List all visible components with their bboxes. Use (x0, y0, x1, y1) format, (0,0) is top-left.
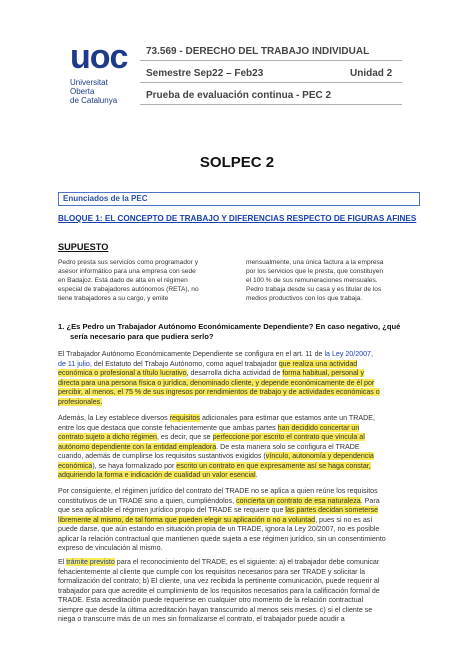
case-line: medios productivos con los que trabaja. (246, 295, 363, 302)
case-column-right (246, 258, 418, 303)
question-line: 1. ¿Es Pedro un Trabajador Autónomo Económicamente Dependiente? En caso negativo, ¿qué (58, 322, 401, 331)
text-line: autónomo dependiente con la entidad empleadora. De esta manera solo se configura el TRADE (58, 442, 360, 451)
course-title: 73.569 - DERECHO DEL TRABAJO INDIVIDUAL (146, 46, 370, 57)
logo-line: Oberta (70, 87, 95, 96)
header-divider (140, 82, 402, 83)
case-line: Pedro trabaja desde su casa y es titular de los (246, 286, 382, 293)
unit-label: Unidad 2 (350, 68, 393, 79)
text-line: El Trabajador Autónomo Económicamente Dependiente se configura en el art. 11 de la Ley 20/2007, (58, 350, 373, 358)
header-divider (140, 60, 402, 61)
law-link[interactable]: de 11 julio (58, 359, 90, 368)
document-title: SOLPEC 2 (199, 154, 275, 171)
text-line: contrato sujeto a dicho régimen, es decir, que se perfeccione por escrito el contrato que vincula al (58, 433, 365, 441)
supuesto-heading: SUPUESTO (58, 242, 109, 252)
text-line: fehacientemente al cliente que cumple con los requisitos necesarios para ser TRADE y solicitar la (58, 567, 366, 576)
text-line: siempre que desde la última acreditación hayan transcurrido al menos seis meses. c) si el cliente se (58, 605, 373, 614)
text-line: El trámite previsto para el reconocimiento del TRADE, es el siguiente: a) el trabajador debe comunicar (58, 558, 380, 566)
text-line: de 11 julio, del Estatuto del Trabajo Autónomo, como aquel trabajador que realiza una actividad (58, 359, 358, 368)
law-link[interactable]: Ley 20/2007 (331, 350, 372, 358)
text-line: trabajador para que acredite el cumplimiento de los requisitos necesarios para la calificación formal de (58, 586, 380, 595)
header-divider (140, 104, 402, 105)
semester-label: Semestre Sep22 – Feb23 (146, 68, 264, 79)
uoc-logo: uoc (70, 38, 128, 76)
text-line: puede darse, que aún estando en situación propia de un TRADE, ignora la Ley 20/2007, no es posible (58, 525, 380, 533)
uoc-logo-text (70, 78, 117, 105)
question-1 (58, 322, 418, 342)
case-line: Pedro presta sus servicios como programador y (58, 259, 198, 266)
logo-line: Universitat (70, 78, 108, 87)
case-line: el 100 % de sus remuneraciones mensuales. (246, 277, 378, 284)
bloque-heading[interactable]: BLOQUE 1: EL CONCEPTO DE TRABAJO Y DIFERENCIAS RESPECTO DE FIGURAS AFINES (58, 214, 417, 223)
test-label: Prueba de evaluación continua - PEC 2 (146, 90, 332, 101)
text-line: aplicar la relación contractual que mantienen quede sujeta a ese régimen jurídico, sin un consentimiento (58, 534, 386, 543)
text-line: expreso de vinculación al mismo. (58, 544, 163, 552)
text-line: percibir, al menos, el 75 % de sus ingresos por rendimientos de trabajo y de actividades económicas o (58, 388, 380, 396)
text-line: TRADE. Esta acreditación puede requerirse en cualquier otro momento de la relación contractual (58, 596, 364, 604)
case-line: especial de trabajadores autónomos (RETA), no (58, 286, 199, 293)
case-line: asesor informático para una empresa con sede (58, 268, 196, 275)
case-line: mensualmente, una única factura a la empresa (246, 259, 384, 266)
text-line: económica), se haya formalizado por escrito un contrato en que expresamente así se haga constar, (58, 461, 371, 470)
paragraph-4 (58, 558, 418, 625)
text-line: niega o transcurre más de un mes sin formalizarse el contrato, el trabajador puede acudir a (58, 615, 345, 623)
case-line: por los servicios que le presta, que constituyen (246, 268, 384, 275)
text-line: formalización del contrato; b) El cliente, una vez recibida la pertinente comunicación, puede requerir al (58, 577, 380, 585)
case-line: tiene trabajadores a su cargo, y emite (58, 295, 169, 302)
case-column-left (58, 258, 233, 303)
tramite-link[interactable]: trámite previsto (66, 558, 115, 566)
paragraph-1 (58, 350, 418, 407)
text-line: profesionales. (58, 397, 103, 406)
question-line: sería necesario para que pudiera serlo? (70, 332, 214, 341)
logo-line: de Catalunya (70, 96, 118, 105)
section-box-label: Enunciados de la PEC (63, 194, 148, 203)
paragraph-2 (58, 414, 418, 481)
text-line: Además, la Ley establece diversos requisitos adicionales para estimar que estamos ante un TRADE, (58, 414, 375, 422)
text-line: económica o profesional a título lucrativo, desarrolla dicha actividad de forma habitual, personal y (58, 369, 364, 377)
text-line: adquiriendo la forma e indicación de cualidad un valor esencial. (58, 471, 258, 479)
case-line: en Badajoz. Está dado de alta en el régimen (58, 277, 188, 284)
text-line: que sea aplicable el régimen jurídico propio del TRADE se requiere que las partes decidan someterse (58, 506, 379, 514)
paragraph-3 (58, 487, 418, 554)
text-line: libremente al mismo, de tal forma que pueden elegir su aplicación o no a voluntad, pues si no es así (58, 515, 373, 524)
text-line: directa para una persona física o jurídica, denominado cliente, y depende económicamente de él por (58, 378, 375, 387)
text-line: Por consiguiente, el régimen jurídico del contrato del TRADE no se aplica a quien reúne los requisitos (58, 487, 378, 495)
section-box (58, 192, 420, 206)
text-line: entre los que destaca que conste fehacientemente que ambas partes han decidido concertar un (58, 423, 360, 432)
text-line: cuando, además de cumplirse los requisitos sustantivos exigidos (vínculo, autonomía y dependencia (58, 452, 374, 460)
text-line: constitutivos de un TRADE sino a quien, cumpliéndolos, concierta un contrato de esa naturaleza. Para (58, 496, 380, 505)
